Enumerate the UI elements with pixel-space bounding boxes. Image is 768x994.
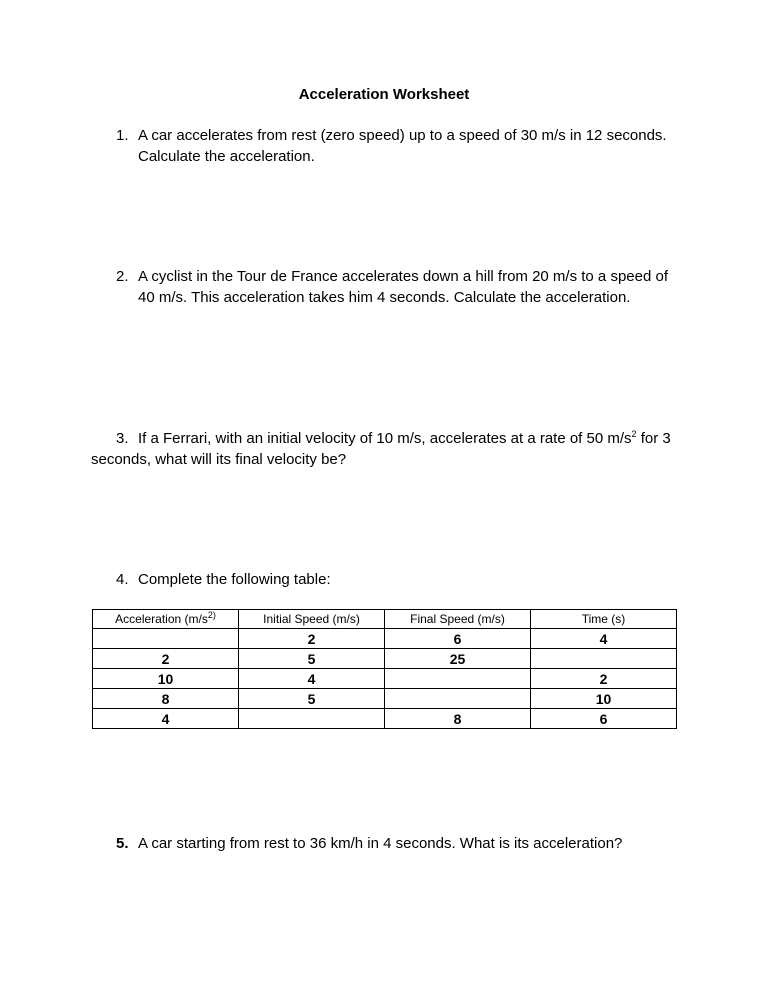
question-2 [116, 266, 676, 308]
question-4 [116, 569, 676, 590]
question-1 [116, 125, 676, 167]
question-text-part: for 3 seconds, what will its final velocity be? [91, 430, 671, 468]
table-cell: 5 [239, 689, 385, 709]
table-cell: 2 [93, 649, 239, 669]
table-cell [385, 669, 531, 689]
superscript: 2) [207, 610, 216, 620]
table-cell: 8 [385, 709, 531, 729]
column-header-final-speed: Final Speed (m/s) [385, 610, 531, 629]
question-3 [91, 428, 671, 470]
question-text [91, 428, 671, 470]
table-cell: 10 [531, 689, 677, 709]
table-row [93, 689, 677, 709]
question-text-part: If a Ferrari, with an initial velocity of 10 m/s, accelerates at a rate of 50 m/s [138, 430, 632, 447]
question-text: A car accelerates from rest (zero speed) up to a speed of 30 m/s in 12 seconds. Calculate the acceleration. [138, 127, 667, 165]
table-cell: 4 [531, 629, 677, 649]
column-header-time: Time (s) [531, 610, 677, 629]
table-row [93, 669, 677, 689]
page-title: Acceleration Worksheet [298, 86, 470, 103]
table-cell: 10 [93, 669, 239, 689]
table-cell [385, 689, 531, 709]
table-cell [93, 629, 239, 649]
table-cell: 2 [239, 629, 385, 649]
table-cell: 8 [93, 689, 239, 709]
table-cell: 4 [239, 669, 385, 689]
table-cell: 6 [385, 629, 531, 649]
table-cell: 5 [239, 649, 385, 669]
question-number: 2. [116, 268, 129, 285]
table-cell: 6 [531, 709, 677, 729]
table-cell: 2 [531, 669, 677, 689]
acceleration-table [92, 609, 677, 729]
header-text: Acceleration (m/s [115, 612, 208, 626]
table-cell: 25 [385, 649, 531, 669]
question-5 [116, 833, 736, 854]
question-number: 5. [116, 835, 129, 852]
table-cell [531, 649, 677, 669]
table-row [93, 649, 677, 669]
table-cell: 4 [93, 709, 239, 729]
question-number: 4. [116, 571, 129, 588]
table-header-row [93, 610, 677, 629]
table-row [93, 629, 677, 649]
table-row [93, 709, 677, 729]
table-cell [239, 709, 385, 729]
superscript: 2 [631, 429, 637, 439]
question-number: 3. [116, 430, 129, 447]
column-header-acceleration [93, 610, 239, 629]
question-text: A car starting from rest to 36 km/h in 4 seconds. What is its acceleration? [138, 835, 623, 852]
column-header-initial-speed: Initial Speed (m/s) [239, 610, 385, 629]
question-text: A cyclist in the Tour de France accelerates down a hill from 20 m/s to a speed of 40 m/s. This acceleration takes him 4 seconds. Calculate the acceleration. [138, 268, 668, 306]
question-number: 1. [116, 127, 129, 144]
question-text: Complete the following table: [138, 571, 331, 588]
